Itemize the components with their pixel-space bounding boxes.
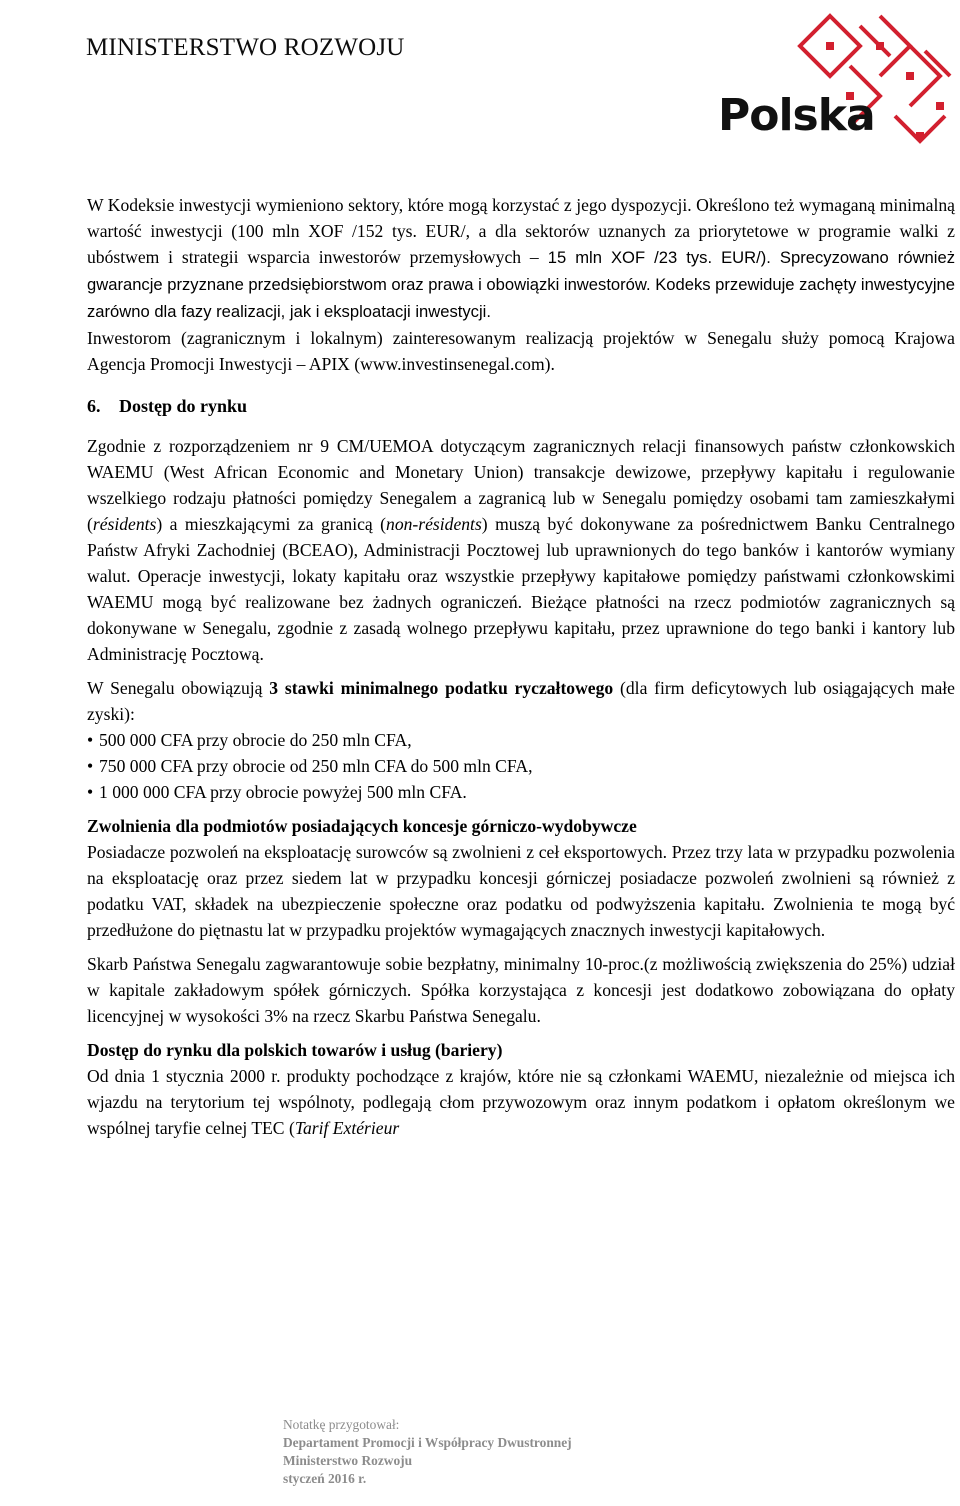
- p3-text-a: Zgodnie z rozporządzeniem nr 9 CM/UEMOA dotyczącym zagranicznych relacji finansowych państw członkowskich WAEMU (West African Economic and Monetary Union) transakcje dewizowe, przepływy kapitału i regulowanie wszelkiego rodzaju płatności pomiędzy Senegalem a zagranicą lub w Senegalu pomiędzy osobami tam zamieszkałymi (: [87, 436, 955, 534]
- p3-text-c: ) muszą być dokonywane za pośrednictwem Banku Centralnego Państw Afryki Zachodniej (BCEAO), Administracji Pocztowej lub uprawnionych do tego banków i kantorów wymiany walut. Operacje inwestycji, lokaty kapitału oraz wszystkie przepływy kapitałowe pomiędzy państwami członkowskimi WAEMU mogą być realizowane bez żadnych ograniczeń. Bieżące płatności na rzecz podmiotów zagranicznych są dokonywane w Senegalu, zgodnie z zasadą wolnego przepływu kapitału, przez uprawnione do tego banki i kantory lub Administrację Pocztową.: [87, 514, 955, 664]
- subheading-market-access: Dostęp do rynku dla polskich towarów i usług (bariery): [87, 1040, 503, 1060]
- paragraph-investment-code: [87, 192, 955, 325]
- p1-sans-text: 15 mln XOF /23 tys. EUR/). Sprecyzowano również gwarancje przyznane przedsiębiorstwom oraz prawa i obowiązki inwestorów. Kodeks przewiduje zachęty inwestycyjne zarówno dla fazy realizacji, jak i eksploatacji inwestycji.: [87, 248, 955, 321]
- footer-ministry-text: Ministerstwo Rozwoju: [283, 1453, 413, 1468]
- list-item: • 750 000 CFA przy obrocie od 250 mln CFA do 500 mln CFA,: [87, 753, 955, 779]
- p3-italic-residents: résidents: [92, 514, 157, 534]
- list-item: • 500 000 CFA przy obrocie do 250 mln CFA,: [87, 727, 955, 753]
- tax-bullet-list: [87, 727, 955, 805]
- list-item: • 1 000 000 CFA przy obrocie powyżej 500 mln CFA.: [87, 779, 955, 805]
- paragraph-regulation: [87, 433, 955, 667]
- p1-serif-text: W Kodeksie inwestycji wymieniono sektory, które mogą korzystać z jego dyspozycji. Określono też wymaganą minimalną wartość inwestycji (100 mln XOF /152 tys. EUR/, a dla sektorów uznanych za priorytetowe w programie walki z ubóstwem i strategii wsparcia inwestorów przemysłowych –: [87, 195, 955, 267]
- paragraph-customs: [87, 1063, 955, 1141]
- section-number: 6.: [87, 396, 101, 416]
- footer-department: [283, 1434, 572, 1452]
- section-title: Dostęp do rynku: [119, 396, 248, 416]
- paragraph-state-share: Skarb Państwa Senegalu zagwarantowuje sobie bezpłatny, minimalny 10-proc.(z możliwością zwiększenia do 25%) udział w kapitale zakładowym spółek górniczych. Spółka korzystająca z koncesji jest dodatkowo zobowiązana do opłaty licencyjnej w wysokości 3% na rzecz Skarbu Państwa Senegalu.: [87, 954, 955, 1026]
- footer-note: [283, 1416, 572, 1488]
- footer-date-text: styczeń 2016 r.: [283, 1471, 367, 1486]
- footer-department-text: Departament Promocji i Współpracy Dwustronnej: [283, 1435, 572, 1450]
- p4-text-a: W Senegalu obowiązują: [87, 678, 270, 698]
- p4-text-b: (dla firm deficytowych lub osiągających małe zyski):: [87, 678, 955, 724]
- p7-text: Od dnia 1 stycznia 2000 r. produkty pochodzące z krajów, które nie są członkami WAEMU, niezależnie od miejsca ich wjazdu na terytorium tej wspólnoty, podlegają cłom przywozowym oraz innym podatkom i opłatom określonym we wspólnej taryfie celnej TEC (: [87, 1066, 955, 1138]
- document-body: [87, 192, 955, 1141]
- logo-wordmark: Polska: [718, 90, 875, 141]
- paragraph-tax-rates: [87, 675, 955, 727]
- ministry-title: MINISTERSTWO ROZWOJU: [86, 34, 405, 61]
- section-heading: [87, 393, 955, 419]
- footer-date: [283, 1470, 572, 1488]
- p7-italic: Tarif Extérieur: [294, 1118, 400, 1138]
- p3-italic-non-residents: non-résidents: [386, 514, 482, 534]
- footer-ministry: [283, 1452, 572, 1470]
- paragraph-exemptions: Posiadacze pozwoleń na eksploatację surowców są zwolnieni z ceł eksportowych. Przez trzy lata w przypadku pozwolenia na eksploatację oraz przez siedem lat w przypadku koncesji górniczej posiadacze pozwoleń zwolnieni są również z podatku VAT, składek na ubezpieczenie społeczne oraz podatku od podwyższenia kapitału. Zwolnienia te mogą być przedłużone do piętnastu lat w przypadku projektów wymagających znacznych inwestycji kapitałowych.: [87, 842, 955, 940]
- polska-logo: [710, 6, 960, 156]
- subheading-exemptions: Zwolnienia dla podmiotów posiadających koncesje górniczo-wydobywcze: [87, 816, 637, 836]
- p4-bold: 3 stawki minimalnego podatku ryczałtowego: [269, 678, 614, 698]
- paragraph-apix: Inwestorom (zagranicznym i lokalnym) zainteresowanym realizacją projektów w Senegalu służy pomocą Krajowa Agencja Promocji Inwestycji – APIX (www.investinsenegal.com).: [87, 328, 955, 374]
- footer-prepared-by: Notatkę przygotował:: [283, 1417, 400, 1432]
- p3-text-b: ) a mieszkającymi za granicą (: [156, 514, 387, 534]
